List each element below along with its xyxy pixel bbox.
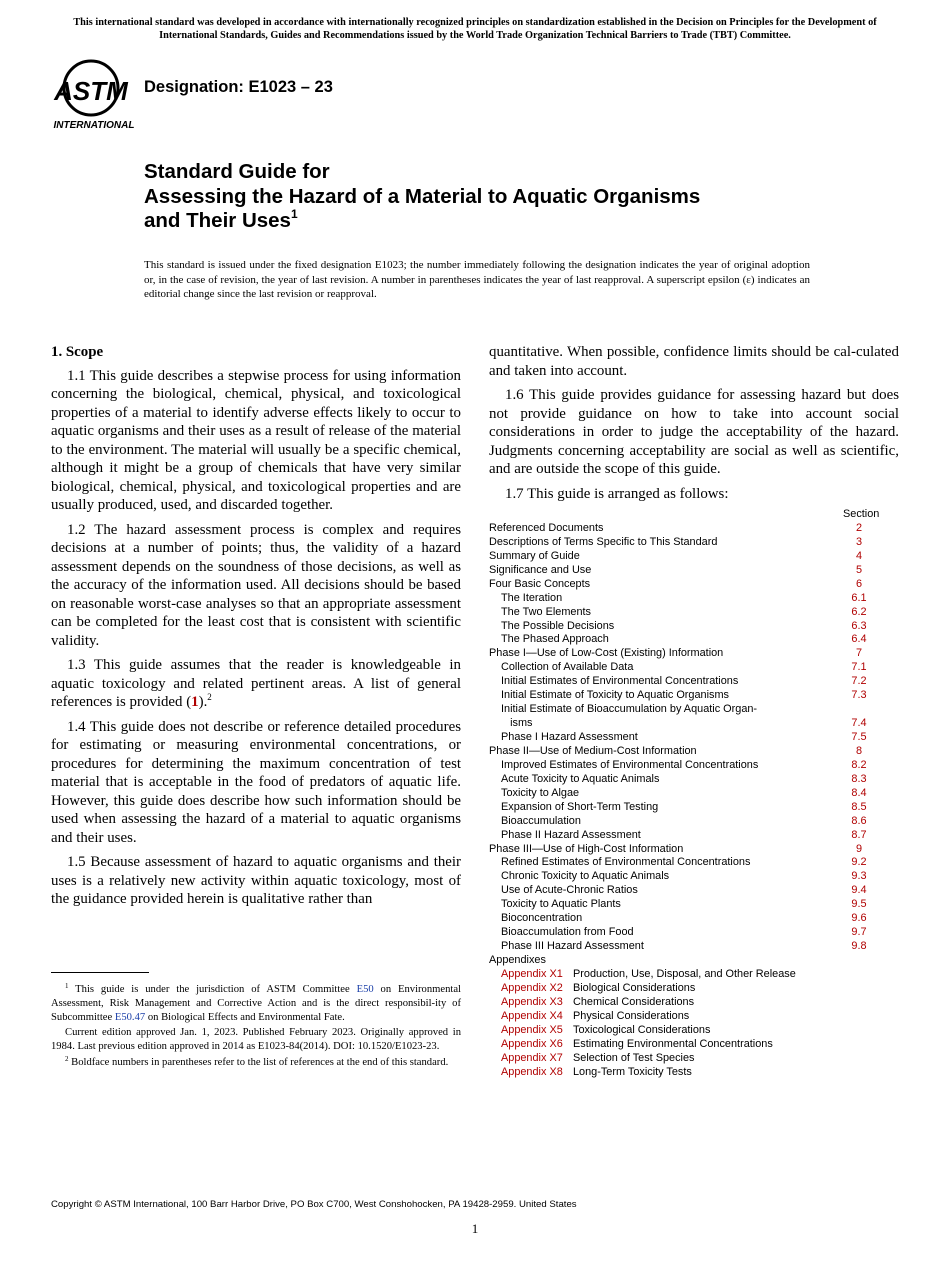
toc-row [489,843,899,857]
toc-row-label: Descriptions of Terms Specific to This Standard [489,535,718,548]
appendix-title: Estimating Environmental Concentrations [573,1037,773,1050]
appendix-link[interactable]: Appendix X6 [501,1037,563,1050]
toc-row-label: Toxicity to Algae [501,786,580,799]
toc-row-label: Phase I Hazard Assessment [501,731,638,743]
toc-row [489,689,899,703]
committee-link[interactable]: E50 [356,984,374,995]
appendix-link[interactable]: Appendix X8 [501,1065,563,1078]
toc-row-label: Summary of Guide [489,549,580,562]
appendix-link[interactable]: Appendix X3 [501,995,563,1008]
toc-row [489,829,899,843]
appendix-title: Physical Considerations [573,1009,690,1022]
toc-section-link[interactable]: 9.8 [851,940,867,953]
toc-row-label: Bioaccumulation from Food [501,926,634,939]
toc-section-link[interactable]: 7.1 [851,661,867,674]
toc-appendix-row [489,982,899,996]
title-line-2: Assessing the Hazard of a Material to Aquatic Organisms [144,184,701,208]
standards-notice: This international standard was developed in accordance with internationally recognized principles on standardization established in the Decision on Principles for the Development of International Standards, Guides and Recommendations issued by the World Trade Organization Technical Barriers to Trade (TBT) Committee. [73,17,877,41]
toc-row-label: Expansion of Short-Term Testing [501,800,659,813]
appendix-link[interactable]: Appendix X5 [501,1023,563,1036]
copyright: Copyright © ASTM International, 100 Barr Harbor Drive, PO Box C700, West Conshohocken, PA 19428-2959. United States [51,1199,577,1210]
toc-row [489,606,899,620]
toc-row [489,759,899,773]
toc-section-link[interactable]: 8 [855,744,863,757]
toc-appendixes-label: Appendixes [489,954,546,966]
toc-row [489,661,899,675]
title-line-1: Standard Guide for [144,160,330,183]
section-heading-scope: 1. Scope [51,344,104,360]
logo-text: ASTM [54,76,128,106]
toc-section-link[interactable]: 2 [855,521,863,534]
toc-section-link[interactable]: 7.5 [851,731,867,743]
toc-section-link[interactable]: 9.4 [851,884,867,897]
toc-row-label: Improved Estimates of Environmental Concentrations [501,758,759,771]
toc-section-link[interactable]: 8.5 [851,800,867,813]
appendix-title: Production, Use, Disposal, and Other Release [573,967,796,980]
toc-section-link[interactable]: 9.6 [851,912,867,925]
toc-row [489,912,899,926]
toc-section-link[interactable]: 6.1 [851,591,867,604]
reference-link[interactable]: 1 [191,694,199,710]
paragraph-1-5-part-2: quantitative. When possible, confidence limits should be cal-culated and taken into account. [489,344,899,379]
appendix-title: Biological Considerations [573,981,696,994]
paragraph-1-2: 1.2 The hazard assessment process is complex and requires decisions at a number of points; thus, the validity of a hazard assessment depends on the soundness of those decisions, as well as the accuracy of the information used. All decisions should be based on reasonable worst-case analyses so that an appropriate assessment can be completed for the least cost that is consistent with scientific validity. [51,521,461,649]
toc-row [489,550,899,564]
toc-row-label: The Iteration [501,591,563,604]
toc-section-link[interactable]: 7.3 [851,689,867,702]
toc-row-label: Phase II—Use of Medium-Cost Information [489,744,697,757]
toc-row [489,940,899,954]
toc-section-link[interactable]: 6.2 [851,605,867,618]
appendix-link[interactable]: Appendix X2 [501,981,563,994]
toc-row [489,870,899,884]
toc-row-label: The Phased Approach [501,633,609,646]
toc-section-header: Section [843,508,880,520]
toc-section-link[interactable]: 7.4 [851,717,867,730]
toc-row-label: Phase III Hazard Assessment [501,940,644,953]
paragraph-1-1: 1.1 This guide describes a stepwise process for using information concerning the biological, chemical, physical, and toxicological properties of a material to identify adverse effects likely to occur to aquatic organisms and their uses as a result of release of the material to the environment. The material will usually be a specific chemical, although it might be a group of chemicals that have very similar biological, chemical, physical, and toxicological properties and are usually produced, used, and discarded together. [51,367,461,513]
toc-appendix-row [489,968,899,982]
footnote-ref-2[interactable]: 2 [207,692,212,702]
toc-row-label: The Two Elements [501,605,591,618]
appendix-title: Long-Term Toxicity Tests [573,1065,692,1078]
toc-row-label: Chronic Toxicity to Aquatic Animals [501,870,670,883]
footnote-1: $^1$ This guide is under the jurisdiction of ASTM Committee E50 on Environmental Assessment, Risk Management and Corrective Action and is the direct responsibil-ity of Subcommittee E50.47 on Biological Effects and Environmental Fate. [51,982,461,1023]
toc-row [489,926,899,940]
toc-section-link[interactable]: 3 [855,535,863,548]
toc-section-link[interactable]: 9.2 [851,856,867,869]
toc-section-link[interactable]: 9.5 [851,898,867,911]
toc-section-link[interactable]: 6.3 [851,619,867,632]
contents-table [489,508,899,1079]
toc-row-label: The Possible Decisions [501,619,615,632]
toc-section-link[interactable]: 8.4 [851,786,867,799]
astm-logo [53,56,135,132]
toc-section-link[interactable]: 7.2 [851,675,867,688]
toc-row [489,620,899,634]
title-footnote-mark: 1 [290,207,298,221]
subcommittee-link[interactable]: E50.47 [114,1011,146,1023]
toc-row-label: Toxicity to Aquatic Plants [501,898,621,911]
right-column [489,343,899,509]
document-title [144,160,700,234]
toc-row-label: Phase I—Use of Low-Cost (Existing) Information [489,647,724,660]
toc-section-link[interactable]: 9 [855,842,863,855]
paragraph-1-5-part-1: 1.5 Because assessment of hazard to aquatic organisms and their uses is a relatively new activity within aquatic toxicology, most of the guidance provided herein is qualitative rather than [51,854,461,907]
toc-row-label: Use of Acute-Chronic Ratios [501,884,638,897]
toc-appendix-row [489,1010,899,1024]
toc-row-label: Bioaccumulation [501,814,581,827]
toc-row-label: Phase II Hazard Assessment [501,828,641,841]
toc-section-link[interactable]: 9.3 [851,870,867,883]
toc-row [489,731,899,745]
toc-section-link[interactable]: 9.7 [851,926,867,939]
appendix-title: Toxicological Considerations [573,1023,711,1036]
logo-subtext: INTERNATIONAL [53,120,135,131]
paragraph-1-6: 1.6 This guide provides guidance for assessing hazard but does not provide guidance on how to take into account social considerations in order to judge the acceptability of the hazard. Judgments concerning acceptability are social as well as scientific, and are outside the scope of this guide. [489,387,899,477]
toc-row [489,564,899,578]
toc-row [489,592,899,606]
designation: Designation: E1023 – 23 [144,78,333,96]
toc-row-label: Significance and Use [489,563,592,576]
toc-row [489,703,899,717]
toc-row [489,633,899,647]
toc-appendixes [489,968,899,1080]
paragraph-1-3: 1.3 This guide assumes that the reader is knowledgeable in aquatic toxicology and related pertinent areas. A list of general references is provided (1).$^2$ [51,657,461,710]
toc-row [489,522,899,536]
paragraph-1-4: 1.4 This guide does not describe or reference detailed procedures for estimating or measuring environmental concentrations, or procedures for determining the maximum concentration of test material that is acceptable in the food of predators of aquatic life. However, this guide does describe how such information should be used when assessing the hazard of a material to aquatic organisms and their uses. [51,718,461,846]
toc-appendix-row [489,1052,899,1066]
toc-appendix-row [489,1038,899,1052]
toc-row [489,884,899,898]
toc-row [489,856,899,870]
page-number: 1 [471,1221,479,1236]
toc-section-link[interactable]: 6.4 [851,633,867,646]
toc-section-link[interactable]: 5 [855,563,863,576]
toc-row [489,717,899,731]
toc-row [489,578,899,592]
toc-section-link[interactable]: 8.6 [851,814,867,827]
toc-section-link[interactable]: 8.7 [851,828,867,841]
issue-note: This standard is issued under the fixed designation E1023; the number immediately following the designation indicates the year of original adoption or, in the case of revision, the year of last revision. A number in parentheses indicates the year of last reapproval. A superscript epsilon (ε) indicates an editorial change since the last revision or reapproval. [144,259,810,300]
toc-appendix-row [489,1024,899,1038]
toc-appendix-row [489,996,899,1010]
toc-row-label: isms [501,717,533,730]
toc-row [489,745,899,759]
toc-section-link[interactable]: 8.2 [851,758,867,771]
appendix-link[interactable]: Appendix X7 [501,1051,563,1064]
footnote-2: $^2$ Boldface numbers in parentheses refer to the list of references at the end of this standard. [65,1054,449,1068]
paragraph-1-7: 1.7 This guide is arranged as follows: [505,485,729,502]
toc-row [489,773,899,787]
footnotes [51,983,461,1072]
toc-row-label: Four Basic Concepts [489,577,591,590]
toc-section-link[interactable]: 6 [855,577,863,590]
toc-row [489,536,899,550]
toc-row-label: Initial Estimate of Toxicity to Aquatic Organisms [501,689,729,702]
toc-row-label: Initial Estimate of Bioaccumulation by Aquatic Organ- [501,703,758,716]
footnote-edition: Current edition approved Jan. 1, 2023. Published February 2023. Originally approved in 1984. Last previous edition approved in 2014 as E1023-84(2014). DOI: 10.1520/E1023-23. [51,1027,461,1053]
toc-section-link[interactable]: 4 [855,549,863,562]
toc-row [489,787,899,801]
toc-row-label: Acute Toxicity to Aquatic Animals [501,772,660,785]
toc-section-link[interactable]: 8.3 [851,772,867,785]
appendix-link[interactable]: Appendix X4 [501,1009,563,1022]
footnote-rule [51,972,149,973]
toc-row [489,898,899,912]
title-line-3: and Their Uses [144,209,291,232]
toc-row-label: Refined Estimates of Environmental Concentrations [501,856,751,869]
toc-row [489,815,899,829]
toc-row-label: Bioconcentration [501,912,583,925]
toc-row [489,647,899,661]
toc-row-label: Initial Estimates of Environmental Concentrations [501,675,739,688]
appendix-link[interactable]: Appendix X1 [501,967,563,980]
toc-appendix-row [489,1066,899,1080]
toc-row [489,675,899,689]
appendix-title: Selection of Test Species [573,1051,695,1064]
toc-section-link[interactable]: 7 [855,647,863,660]
toc-rows [489,522,899,954]
toc-row-label: Phase III—Use of High-Cost Information [489,842,684,855]
toc-row-label: Collection of Available Data [501,661,634,674]
appendix-title: Chemical Considerations [573,995,695,1008]
toc-row-label: Referenced Documents [489,521,604,534]
left-column [51,343,461,915]
toc-row [489,801,899,815]
